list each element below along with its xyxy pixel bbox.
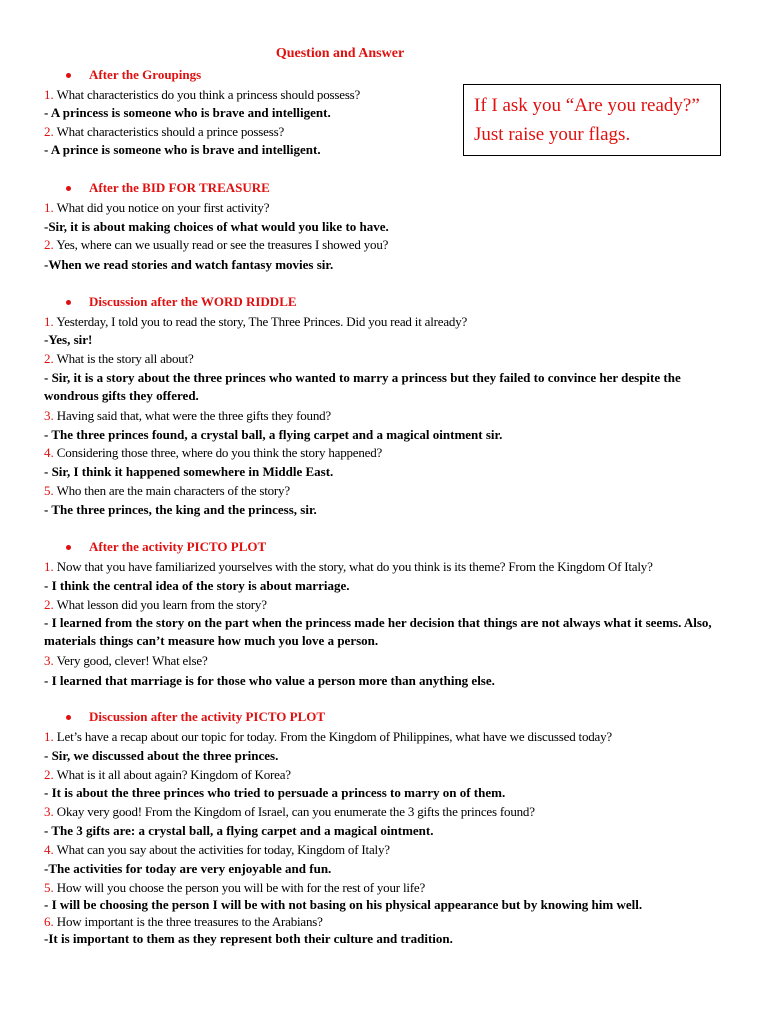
answer-text: - A prince is someone who is brave and intelligent. <box>44 142 321 157</box>
section-heading <box>66 67 201 83</box>
question-text: Very good, clever! What else? <box>53 653 208 668</box>
question-line <box>44 407 734 424</box>
section-heading-text: Discussion after the activity PICTO PLOT <box>89 709 326 724</box>
question-number: 2. <box>44 351 54 366</box>
answer-text: -Sir, it is about making choices of what would you like to have. <box>44 219 389 234</box>
question-text: What is the story all about? <box>53 351 194 366</box>
callout-line-2: Just raise your flags. <box>474 124 631 145</box>
question-text: Let’s have a recap about our topic for today. From the Kingdom of Philippines, what have we discussed today? <box>53 729 612 744</box>
question-text: Having said that, what were the three gifts they found? <box>53 408 331 423</box>
section-heading <box>66 539 266 555</box>
answer-text: - I think the central idea of the story is about marriage. <box>44 578 350 593</box>
question-line <box>44 558 734 575</box>
question-line <box>44 313 734 330</box>
bullet-icon <box>66 715 71 720</box>
question-text: How important is the three treasures to the Arabians? <box>53 914 323 929</box>
answer-text: - The 3 gifts are: a crystal ball, a flying carpet and a magical ointment. <box>44 823 434 838</box>
question-number: 5. <box>44 880 54 895</box>
question-number: 6. <box>44 914 54 929</box>
question-line <box>44 236 734 253</box>
section-heading-text: After the activity PICTO PLOT <box>89 539 267 554</box>
question-line <box>44 482 734 499</box>
question-line <box>44 444 734 461</box>
answer-text: - A princess is someone who is brave and intelligent. <box>44 105 331 120</box>
question-text: What characteristics should a prince possess? <box>53 124 285 139</box>
question-line <box>44 86 734 103</box>
question-line <box>44 841 734 858</box>
question-number: 4. <box>44 445 54 460</box>
question-number: 2. <box>44 597 54 612</box>
question-line <box>44 728 734 745</box>
question-text: What characteristics do you think a princess should possess? <box>53 87 361 102</box>
question-text: Who then are the main characters of the story? <box>53 483 290 498</box>
question-number: 3. <box>44 408 54 423</box>
question-number: 2. <box>44 767 54 782</box>
bullet-icon <box>66 545 71 550</box>
question-number: 1. <box>44 314 54 329</box>
question-line <box>44 350 734 367</box>
question-number: 1. <box>44 87 54 102</box>
answer-text: -Yes, sir! <box>44 332 93 347</box>
answer-text: - Sir, we discussed about the three princes. <box>44 748 279 763</box>
answer-text: - The three princes, the king and the princess, sir. <box>44 502 317 517</box>
question-text: What lesson did you learn from the story? <box>53 597 267 612</box>
section-heading <box>66 180 270 196</box>
question-number: 1. <box>44 559 54 574</box>
bullet-icon <box>66 300 71 305</box>
bullet-icon <box>66 186 71 191</box>
section-heading <box>66 294 297 310</box>
question-line <box>44 123 734 140</box>
question-text: How will you choose the person you will be with for the rest of your life? <box>53 880 426 895</box>
question-text: What did you notice on your first activity? <box>53 200 270 215</box>
question-line <box>44 199 734 216</box>
question-number: 3. <box>44 653 54 668</box>
question-number: 1. <box>44 200 54 215</box>
answer-text: -It is important to them as they represent both their culture and tradition. <box>44 931 453 946</box>
question-line <box>44 879 734 896</box>
question-line <box>44 803 734 820</box>
question-text: Okay very good! From the Kingdom of Israel, can you enumerate the 3 gifts the princes found? <box>53 804 535 819</box>
question-line <box>44 766 734 783</box>
question-text: What can you say about the activities for today, Kingdom of Italy? <box>53 842 390 857</box>
answer-text: - I learned from the story on the part when the princess made her decision that things are not always what it seems. Also, materials things can’t measure how much you love a person. <box>44 615 712 648</box>
answer-text: - The three princes found, a crystal ball, a flying carpet and a magical ointment sir. <box>44 427 503 442</box>
answer-text: - Sir, I think it happened somewhere in Middle East. <box>44 464 334 479</box>
document-title: Question and Answer <box>275 46 405 61</box>
question-line <box>44 913 734 930</box>
answer-text: - I will be choosing the person I will be with not basing on his physical appearance but by knowing him well. <box>44 897 643 912</box>
question-number: 1. <box>44 729 54 744</box>
answer-text: - Sir, it is a story about the three princes who wanted to marry a princess but they failed to convince her despite the wondrous gifts they offered. <box>44 370 681 403</box>
answer-text: - I learned that marriage is for those who value a person more than anything else. <box>44 673 495 688</box>
question-number: 2. <box>44 237 54 252</box>
answer-text: - It is about the three princes who tried to persuade a princess to marry on of them. <box>44 785 506 800</box>
section-heading-text: Discussion after the WORD RIDDLE <box>89 294 297 309</box>
question-text: What is it all about again? Kingdom of Korea? <box>53 767 291 782</box>
question-number: 3. <box>44 804 54 819</box>
question-text: Yesterday, I told you to read the story, The Three Princes. Did you read it already? <box>53 314 468 329</box>
question-line <box>44 596 734 613</box>
question-text: Considering those three, where do you think the story happened? <box>53 445 383 460</box>
answer-text: -The activities for today are very enjoyable and fun. <box>44 861 332 876</box>
question-line <box>44 652 734 669</box>
section-heading <box>66 709 325 725</box>
question-number: 5. <box>44 483 54 498</box>
question-text: Now that you have familiarized yourselves with the story, what do you think is its theme? From the Kingdom Of Italy? <box>53 559 653 574</box>
section-heading-text: After the BID FOR TREASURE <box>89 180 270 195</box>
question-number: 4. <box>44 842 54 857</box>
answer-text: -When we read stories and watch fantasy movies sir. <box>44 257 334 272</box>
question-text: Yes, where can we usually read or see the treasures I showed you? <box>53 237 389 252</box>
section-heading-text: After the Groupings <box>89 67 202 82</box>
callout-line-1: If I ask you “Are you ready?” <box>474 95 700 116</box>
bullet-icon <box>66 73 71 78</box>
question-number: 2. <box>44 124 54 139</box>
